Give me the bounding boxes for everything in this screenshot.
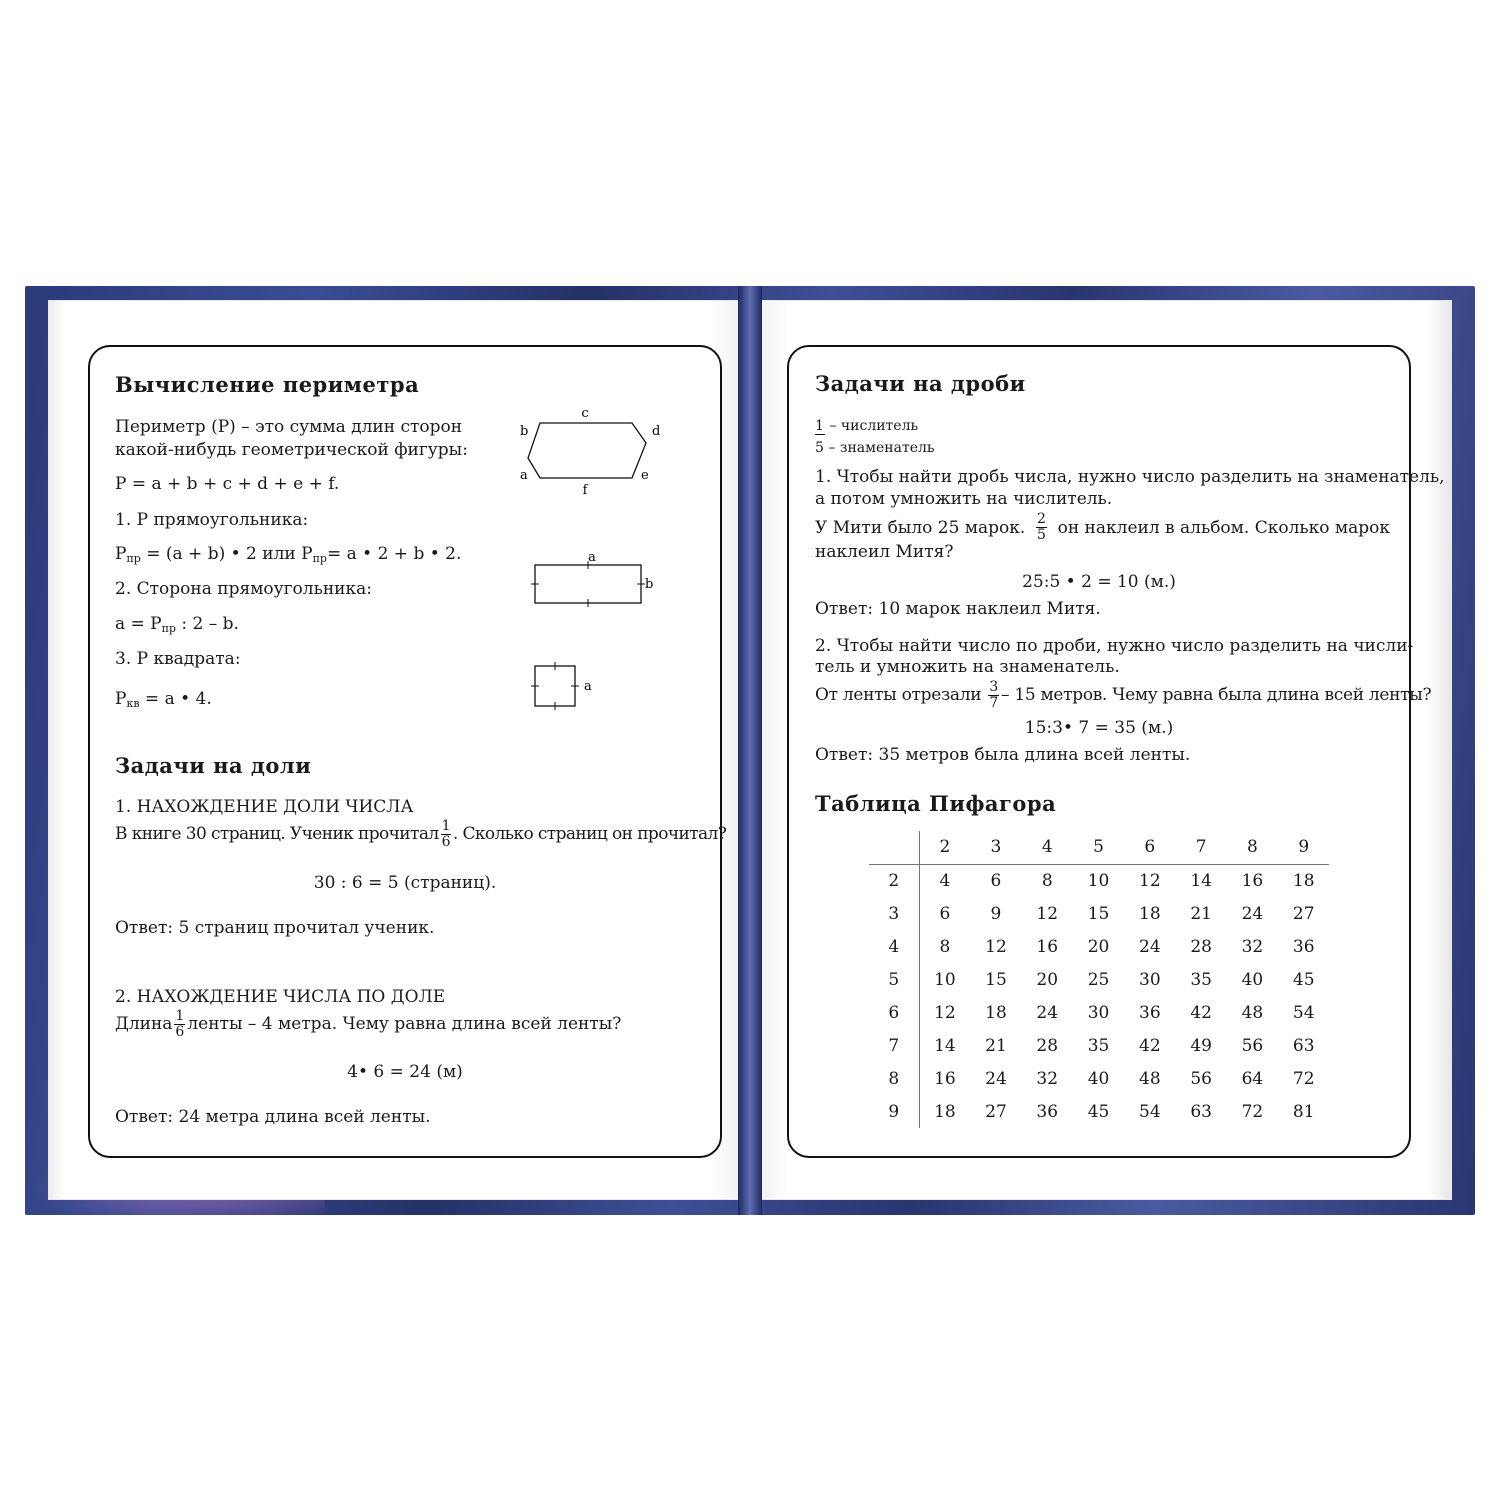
- rectangle-label-b: b: [645, 577, 654, 592]
- pythagoras-cell: 48: [1139, 1068, 1161, 1089]
- pythagoras-row-header: 4: [869, 930, 919, 963]
- perimeter-definition-line2: какой-нибудь геометрической фигуры:: [115, 440, 468, 460]
- pythagoras-column-header: 7: [1175, 831, 1226, 864]
- shares-task1-text: В книге 30 страниц. Ученик прочитал $\frac{1}{6}$ . Сколько страниц он прочитал?: [115, 818, 727, 850]
- pythagoras-cell: 28: [1190, 936, 1212, 957]
- pythagoras-column-header: 4: [1022, 831, 1073, 864]
- pythagoras-cell: 8: [1041, 870, 1053, 891]
- hexagon-label-e: e: [641, 468, 649, 483]
- pythagoras-row-header: 9: [869, 1095, 919, 1128]
- fractions-example1-line1: У Мити было 25 марок. $\frac{2}{5}$ он наклеил в альбом. Сколько марок: [815, 511, 1390, 543]
- pythagoras-cell: 56: [1241, 1035, 1264, 1056]
- pythagoras-cell: 15: [1087, 903, 1110, 924]
- hexagon-label-a: a: [520, 468, 528, 483]
- pythagoras-cell: 12: [1036, 903, 1059, 924]
- shares-task1-answer: Ответ: 5 страниц прочитал ученик.: [115, 918, 435, 938]
- pythagoras-cell: 25: [1087, 969, 1110, 990]
- pythagoras-title: Таблица Пифагора: [815, 791, 1057, 816]
- shares-task2-solution: 4• 6 = 24 (м): [347, 1062, 463, 1082]
- perimeter-formula: P = a + b + c + d + e + f.: [115, 474, 340, 494]
- pythagoras-cell: 18: [985, 1002, 1007, 1023]
- pythagoras-cell: 40: [1087, 1068, 1110, 1089]
- pythagoras-cell: 35: [1190, 969, 1212, 990]
- pythagoras-cell: 21: [985, 1035, 1007, 1056]
- rectangle-figure: [525, 545, 665, 615]
- fractions-example1-answer: Ответ: 10 марок наклеил Митя.: [815, 599, 1101, 619]
- pythagoras-cell: 18: [1292, 870, 1315, 891]
- pythagoras-cell: 6: [990, 870, 1002, 891]
- hexagon-label-f: f: [582, 483, 588, 498]
- pythagoras-row-header: 3: [869, 897, 919, 930]
- fractions-rule2-line1: 2. Чтобы найти число по дроби, нужно число разделить на числи-: [815, 636, 1414, 656]
- pythagoras-cell: 8: [939, 936, 951, 957]
- pythagoras-header-row: [869, 831, 1329, 864]
- pythagoras-cell: 54: [1292, 1002, 1315, 1023]
- shares-task1-solution: 30 : 6 = 5 (страниц).: [313, 873, 497, 893]
- pythagoras-row-header: 2: [869, 864, 919, 897]
- rectangle-side-heading: 2. Сторона прямоугольника:: [115, 579, 373, 599]
- hexagon-label-d: d: [652, 424, 661, 439]
- fractions-title: Задачи на дроби: [815, 371, 1026, 396]
- pythagoras-cell: 81: [1292, 1101, 1315, 1122]
- fractions-example1-line2: наклеил Митя?: [815, 542, 954, 562]
- pythagoras-row: [869, 897, 1329, 930]
- pythagoras-cell: 36: [1292, 936, 1315, 957]
- pythagoras-row: [869, 1095, 1329, 1128]
- pythagoras-row: [869, 996, 1329, 1029]
- hexagon-figure: [510, 400, 670, 500]
- pythagoras-cell: 18: [1139, 903, 1161, 924]
- pythagoras-cell: 56: [1190, 1068, 1212, 1089]
- pythagoras-cell: 12: [985, 936, 1007, 957]
- pythagoras-cell: 16: [934, 1068, 956, 1089]
- fractions-rule1-line2: а потом умножить на числитель.: [815, 489, 1113, 509]
- pythagoras-cell: 15: [985, 969, 1007, 990]
- pythagoras-cell: 45: [1087, 1101, 1110, 1122]
- pythagoras-cell: 32: [1036, 1068, 1059, 1089]
- pythagoras-cell: 20: [1087, 936, 1110, 957]
- fractions-rule1-line1: 1. Чтобы найти дробь числа, нужно число разделить на знаменатель,: [815, 467, 1445, 487]
- pythagoras-cell: 35: [1087, 1035, 1110, 1056]
- book-spine: [738, 286, 762, 1215]
- pythagoras-cell: 72: [1241, 1101, 1264, 1122]
- perimeter-definition-line1: Периметр (P) – это сумма длин сторон: [115, 417, 463, 437]
- pythagoras-cell: 30: [1087, 1002, 1110, 1023]
- rectangle-perimeter-heading: 1. P прямоугольника:: [115, 510, 309, 530]
- pythagoras-cell: 32: [1241, 936, 1264, 957]
- pythagoras-row: [869, 1029, 1329, 1062]
- pythagoras-cell: 72: [1292, 1068, 1315, 1089]
- pythagoras-cell: 9: [990, 903, 1002, 924]
- rectangle-perimeter-formula: $P_{пр} = (a + b)$ • 2 или $P_{пр}= a$ • 2 + b • 2.: [115, 544, 462, 565]
- pythagoras-cell: 30: [1139, 969, 1161, 990]
- pythagoras-corner-cell: [869, 831, 919, 864]
- pythagoras-row: [869, 864, 1329, 897]
- pythagoras-cell: 42: [1139, 1035, 1161, 1056]
- fractions-rule2-line2: тель и умножить на знаменатель.: [815, 657, 1120, 677]
- shares-task2-answer: Ответ: 24 метра длина всей ленты.: [115, 1107, 431, 1127]
- pythagoras-row-header: 8: [869, 1062, 919, 1095]
- pythagoras-cell: 49: [1190, 1035, 1212, 1056]
- hexagon-label-b: b: [520, 424, 529, 439]
- pythagoras-column-header: 6: [1124, 831, 1175, 864]
- pythagoras-cell: 10: [1087, 870, 1110, 891]
- pythagoras-cell: 24: [1241, 903, 1264, 924]
- pythagoras-cell: 24: [1036, 1002, 1059, 1023]
- pythagoras-cell: 24: [1139, 936, 1161, 957]
- pythagoras-column-header: 8: [1227, 831, 1278, 864]
- pythagoras-cell: 27: [1292, 903, 1315, 924]
- pythagoras-cell: 16: [1036, 936, 1059, 957]
- square-perimeter-formula: $P_{кв} = a$ • 4.: [115, 689, 212, 710]
- pythagoras-cell: 45: [1292, 969, 1315, 990]
- square-figure: [528, 660, 608, 715]
- fractions-example1-solution: 25:5 • 2 = 10 (м.): [1022, 572, 1176, 592]
- shares-task2-heading: 2. НАХОЖДЕНИЕ ЧИСЛА ПО ДОЛЕ: [115, 987, 446, 1007]
- pythagoras-cell: 10: [934, 969, 956, 990]
- pythagoras-cell: 40: [1241, 969, 1264, 990]
- pythagoras-cell: 36: [1139, 1002, 1161, 1023]
- pythagoras-cell: 21: [1190, 903, 1212, 924]
- pythagoras-cell: 12: [1139, 870, 1161, 891]
- pythagoras-row: [869, 1062, 1329, 1095]
- pythagoras-row: [869, 930, 1329, 963]
- pythagoras-cell: 63: [1292, 1035, 1315, 1056]
- pythagoras-cell: 64: [1241, 1068, 1264, 1089]
- pythagoras-column-header: 5: [1073, 831, 1124, 864]
- pythagoras-cell: 48: [1241, 1002, 1264, 1023]
- pythagoras-column-header: 9: [1278, 831, 1329, 864]
- pythagoras-row-header: 7: [869, 1029, 919, 1062]
- pythagoras-row-header: 6: [869, 996, 919, 1029]
- pythagoras-cell: 63: [1190, 1101, 1212, 1122]
- pythagoras-cell: 42: [1190, 1002, 1212, 1023]
- pythagoras-cell: 12: [934, 1002, 956, 1023]
- square-label-a: a: [584, 679, 592, 694]
- shares-task2-text: Длина $\frac{1}{6}$ ленты – 4 метра. Чему равна длина всей ленты?: [115, 1008, 622, 1040]
- pythagoras-cell: 54: [1139, 1101, 1161, 1122]
- shares-title: Задачи на доли: [115, 753, 312, 778]
- rectangle-side-formula: $a = P_{пр}$ : 2 – b.: [115, 614, 239, 635]
- pythagoras-cell: 14: [1190, 870, 1212, 891]
- pythagoras-cell: 36: [1036, 1101, 1059, 1122]
- fraction-terms: 1 – числитель 5 – знаменатель: [815, 418, 935, 456]
- pythagoras-cell: 14: [934, 1035, 956, 1056]
- rectangle-label-a: a: [588, 550, 596, 565]
- square-perimeter-heading: 3. P квадрата:: [115, 649, 241, 669]
- hexagon-label-c: c: [581, 406, 589, 421]
- pythagoras-cell: 28: [1036, 1035, 1059, 1056]
- pythagoras-cell: 6: [939, 903, 951, 924]
- pythagoras-column-header: 2: [919, 831, 970, 864]
- pythagoras-cell: 18: [934, 1101, 956, 1122]
- pythagoras-row: [869, 963, 1329, 996]
- pythagoras-cell: 16: [1241, 870, 1264, 891]
- fractions-example2-answer: Ответ: 35 метров была длина всей ленты.: [815, 745, 1191, 765]
- pythagoras-cell: 24: [985, 1068, 1007, 1089]
- pythagoras-cell: 27: [985, 1101, 1007, 1122]
- shares-task1-heading: 1. НАХОЖДЕНИЕ ДОЛИ ЧИСЛА: [115, 797, 414, 817]
- fractions-example2-text: От ленты отрезали $\frac{3}{7}$ – 15 метров. Чему равна была длина всей ленты?: [815, 679, 1432, 711]
- fractions-example2-solution: 15:3• 7 = 35 (м.): [1024, 718, 1174, 738]
- pythagoras-table: [869, 831, 1329, 1128]
- pythagoras-row-header: 5: [869, 963, 919, 996]
- pythagoras-column-header: 3: [970, 831, 1021, 864]
- pythagoras-cell: 20: [1036, 969, 1059, 990]
- perimeter-title: Вычисление периметра: [115, 372, 420, 397]
- pythagoras-cell: 4: [939, 870, 951, 891]
